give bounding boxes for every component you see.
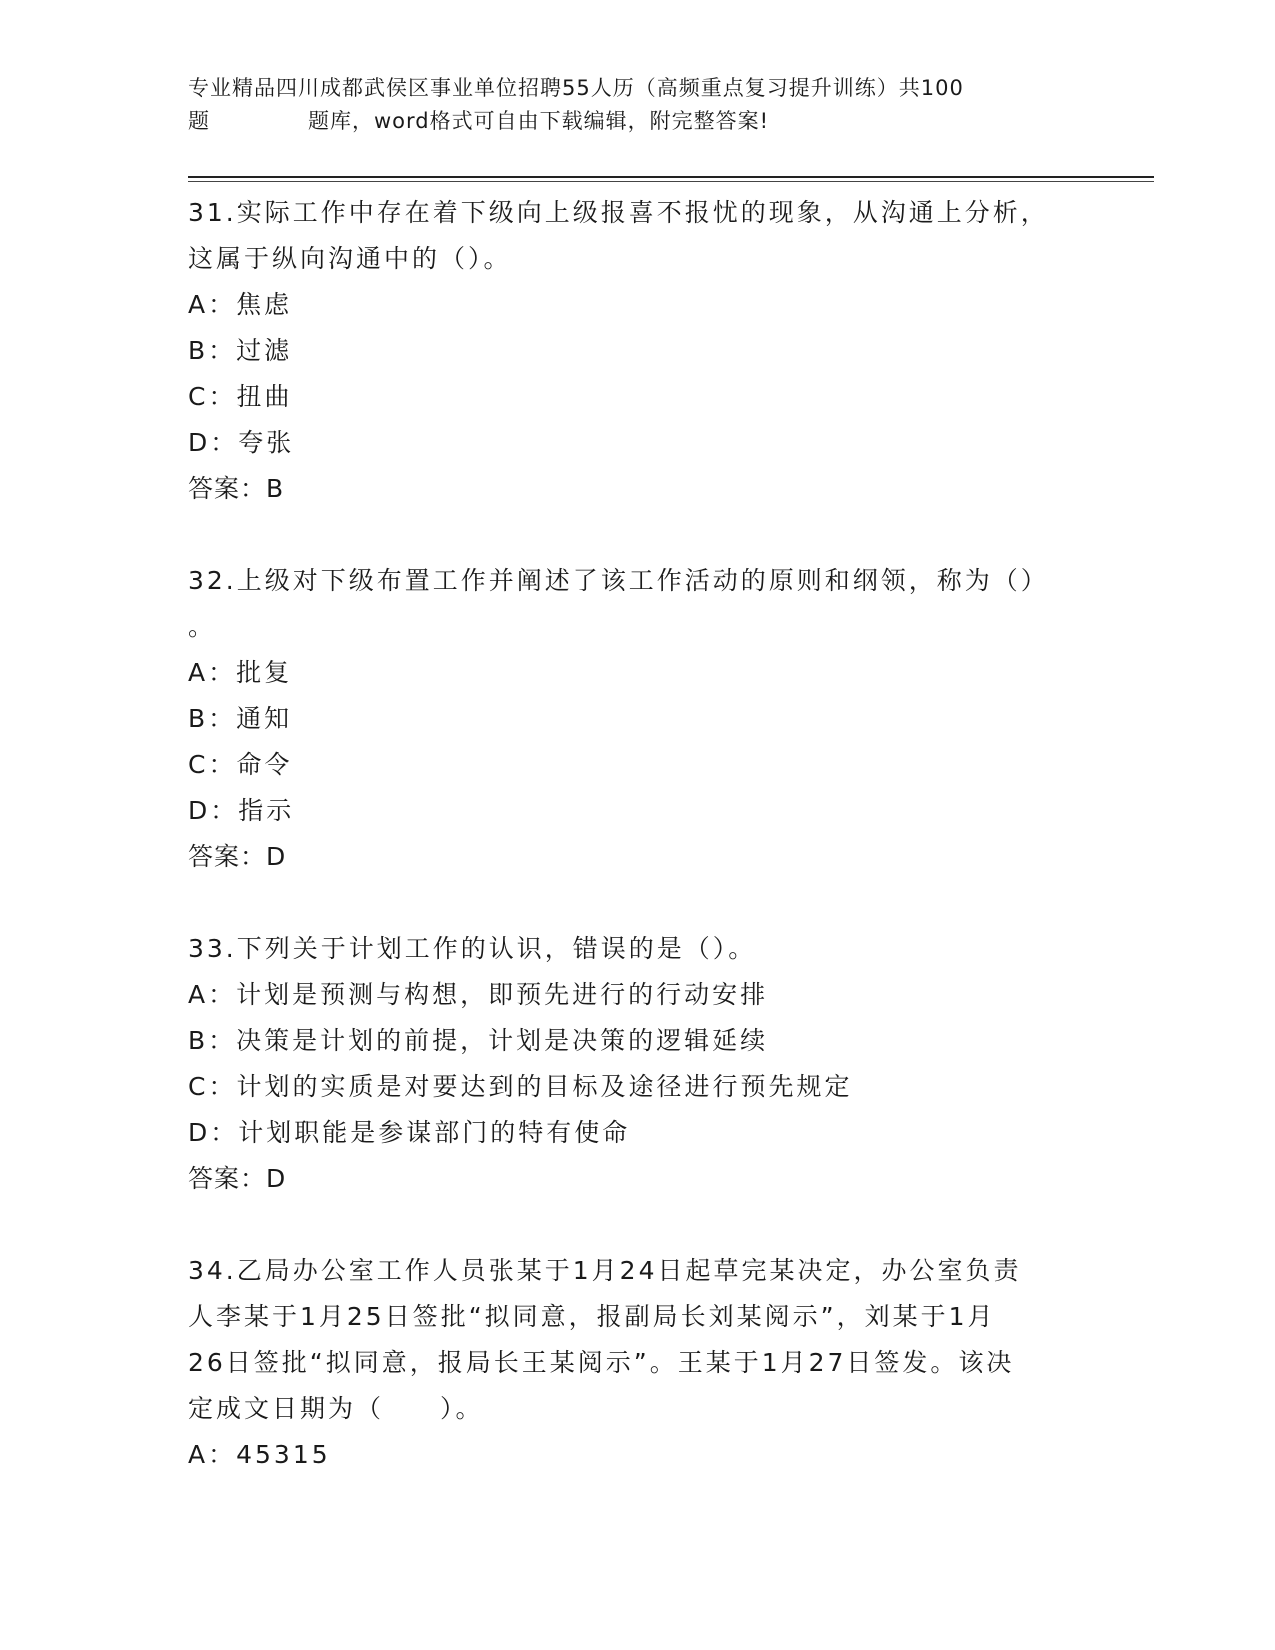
question-stem-line: 这属于纵向沟通中的（）。	[188, 244, 512, 273]
option-d: D：计划职能是参谋部门的特有使命	[188, 1118, 631, 1147]
header-line-1: 专业精品四川成都武侯区事业单位招聘55人历（高频重点复习提升训练）共100	[188, 76, 964, 100]
option-b: B：通知	[188, 704, 293, 733]
header-line-2-left: 题	[188, 109, 210, 133]
answer-line: 答案：D	[188, 842, 287, 871]
question-stem-line: 33.下列关于计划工作的认识，错误的是（）。	[188, 934, 757, 963]
question-34	[188, 1248, 1088, 1478]
option-a: A：计划是预测与构想，即预先进行的行动安排	[188, 980, 769, 1009]
question-32	[188, 558, 1088, 880]
option-c: C：计划的实质是对要达到的目标及途径进行预先规定	[188, 1072, 853, 1101]
question-stem-line: 26日签批“拟同意，报局长王某阅示”。王某于1月27日签发。该决	[188, 1348, 1015, 1377]
option-b: B：过滤	[188, 336, 293, 365]
option-d: D：夸张	[188, 428, 295, 457]
question-stem-line: 34.乙局办公室工作人员张某于1月24日起草完某决定，办公室负责	[188, 1256, 1022, 1285]
option-c: C：命令	[188, 750, 293, 779]
question-stem-line: 。	[188, 612, 217, 641]
header-line-2	[188, 105, 1088, 138]
question-31	[188, 190, 1088, 512]
option-b: B：决策是计划的前提，计划是决策的逻辑延续	[188, 1026, 769, 1055]
option-a: A：45315	[188, 1440, 331, 1469]
option-c: C：扭曲	[188, 382, 293, 411]
header-divider-thin	[188, 181, 1154, 182]
header-line-2-right: 题库，word格式可自由下载编辑，附完整答案!	[308, 109, 770, 133]
answer-line: 答案：B	[188, 474, 285, 503]
option-a: A：焦虑	[188, 290, 293, 319]
question-stem-line: 人李某于1月25日签批“拟同意，报副局长刘某阅示”，刘某于1月	[188, 1302, 996, 1331]
question-33	[188, 926, 1088, 1202]
header-divider-thick	[188, 176, 1154, 178]
question-stem-line: 32.上级对下级布置工作并阐述了该工作活动的原则和纲领，称为（）	[188, 566, 1049, 595]
question-stem-line: 定成文日期为（ ）。	[188, 1394, 484, 1423]
option-d: D：指示	[188, 796, 295, 825]
option-a: A：批复	[188, 658, 293, 687]
question-list	[188, 190, 1088, 1478]
answer-line: 答案：D	[188, 1164, 287, 1193]
question-stem-line: 31.实际工作中存在着下级向上级报喜不报忧的现象，从沟通上分析，	[188, 198, 1049, 227]
page-header	[188, 72, 1088, 138]
